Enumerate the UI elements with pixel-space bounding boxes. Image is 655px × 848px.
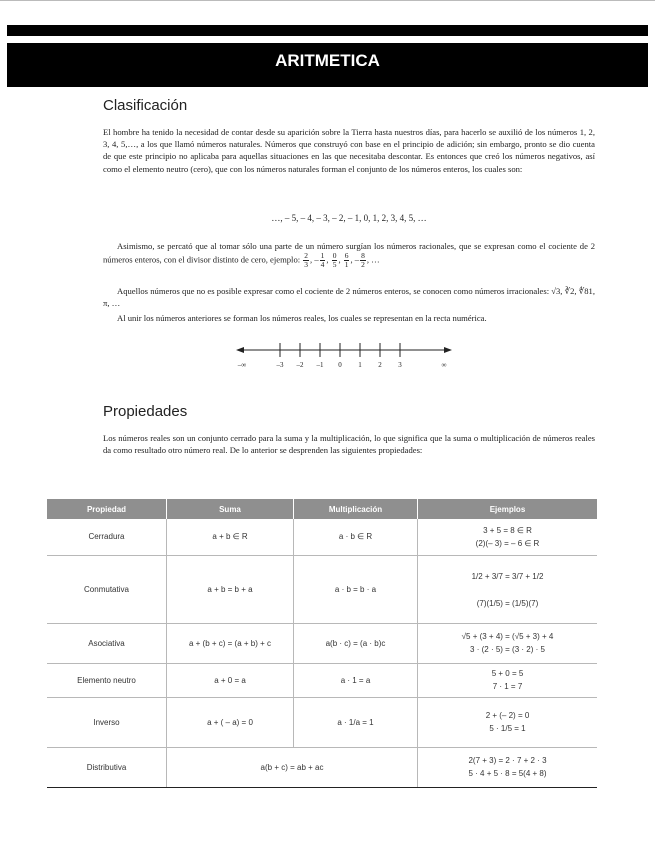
cell-propiedad: Distributiva [47, 747, 167, 787]
fraction-example: $\frac{6}{1}$ [344, 251, 349, 270]
clasificacion-paragraph-4: Al unir los números anteriores se forman los números reales, los cuales se representan en la recta numérica. [117, 313, 487, 323]
fraction-example: $\frac{8}{2}$ [361, 251, 365, 270]
cell-ejemplos: 5 + 0 = 5 7 · 1 = 7 [418, 663, 598, 697]
clasificacion-paragraph-2: Asimismo, se percató que al tomar sólo una parte de un número surgían los números racionales, que se expresan como el cociente de 2 números enteros, con el divisor distinto de cero, ejemplo: $\frac{2}{3}$ , – $\frac{1}{4}$ , $\frac{0}{5}$ , $\frac{6}{1}$ , – $\frac{8}{2}$ , … [103, 241, 595, 270]
header-propiedad: Propiedad [47, 499, 167, 519]
cell-propiedad: Asociativa [47, 623, 167, 663]
number-line-label: –2 [296, 361, 304, 369]
cell-mult: a(b · c) = (a · b)c [294, 623, 418, 663]
cell-suma-mult: a(b + c) = ab + ac [167, 747, 418, 787]
top-black-bar [7, 25, 648, 36]
number-line-label: –1 [316, 361, 324, 369]
cell-propiedad: Elemento neutro [47, 663, 167, 697]
cell-suma: a + b ∈ R [167, 519, 294, 555]
page-title: ARITMETICA [275, 51, 380, 70]
left-arrow-icon [236, 347, 244, 353]
number-line-label: 1 [358, 361, 362, 369]
table-row [47, 623, 597, 663]
cell-mult: a · b = b · a [294, 555, 418, 623]
number-line-label: 2 [378, 361, 382, 369]
table-row [47, 519, 597, 555]
table-header-row [47, 499, 597, 519]
propiedades-intro: Los números reales son un conjunto cerrado para la suma y la multiplicación, lo que significa que la suma o multiplicación de números reales da como resultado otro número real. De lo anterior se desprenden las siguientes propiedades: [103, 433, 595, 456]
clasificacion-paragraph-1: El hombre ha tenido la necesidad de contar desde su aparición sobre la Tierra hasta nuestros días, para hacerlo se auxilió de los números 1, 2, 3, 4, 5,…, a los que llamó números naturales. Números que construyó con base en el principio de adición; sin embargo, pronto se dio cuenta de que este principio no aplicaba para aquellas situaciones en las que necesitaba descontar. Es entonces que creó los números negativos, así como el elemento neutro (cero), que con los números naturales forman el conjunto de los números enteros, los cuales son: [103, 127, 595, 174]
propiedades-heading: Propiedades [103, 403, 188, 420]
header-suma: Suma [167, 499, 294, 519]
table-row [47, 697, 597, 747]
properties-table [47, 499, 597, 788]
cell-suma: a + b = b + a [167, 555, 294, 623]
cell-propiedad: Cerradura [47, 519, 167, 555]
number-line [230, 338, 460, 374]
integers-sequence: …, – 5, – 4, – 3, – 2, – 1, 0, 1, 2, 3, 4, 5, … [271, 213, 427, 223]
title-banner [7, 43, 648, 87]
number-line-label: 3 [398, 361, 402, 369]
cell-mult: a · b ∈ R [294, 519, 418, 555]
fraction-example: $\frac{1}{4}$ [320, 251, 325, 270]
cell-ejemplos: 3 + 5 = 8 ∈ R (2)(– 3) = – 6 ∈ R [418, 519, 598, 555]
cell-propiedad: Conmutativa [47, 555, 167, 623]
table-row [47, 555, 597, 623]
cell-suma: a + 0 = a [167, 663, 294, 697]
header-ejemplos: Ejemplos [418, 499, 598, 519]
number-line-label: 0 [338, 361, 342, 369]
fraction-example: $\frac{2}{3}$ [304, 251, 309, 270]
table-row [47, 663, 597, 697]
top-rule [0, 0, 655, 1]
cell-ejemplos: 2(7 + 3) = 2 · 7 + 2 · 3 5 · 4 + 5 · 8 = 5(4 + 8) [418, 747, 598, 787]
number-line-label: –3 [276, 361, 284, 369]
cell-ejemplos: √5 + (3 + 4) = (√5 + 3) + 4 3 · (2 · 5) = (3 · 2) · 5 [418, 623, 598, 663]
table-row [47, 747, 597, 787]
fraction-example: $\frac{0}{5}$ [332, 251, 337, 270]
cell-suma: a + ( – a) = 0 [167, 697, 294, 747]
clasificacion-heading: Clasificación [103, 97, 188, 114]
rationals-text: Asimismo, se percató que al tomar sólo una parte de un número surgían los números racionales, que se expresan como el cociente de 2 números enteros, con el divisor distinto de cero, ejemplo: [103, 241, 595, 265]
minus-infinity-label: –∞ [237, 361, 247, 369]
cell-ejemplos: 1/2 + 3/7 = 3/7 + 1/2 (7)(1/5) = (1/5)(7) [418, 555, 598, 623]
cell-mult: a · 1 = a [294, 663, 418, 697]
right-arrow-icon [444, 347, 452, 353]
header-multiplicacion: Multiplicación [294, 499, 418, 519]
cell-mult: a · 1/a = 1 [294, 697, 418, 747]
cell-propiedad: Inverso [47, 697, 167, 747]
cell-ejemplos: 2 + (– 2) = 0 5 · 1/5 = 1 [418, 697, 598, 747]
cell-suma: a + (b + c) = (a + b) + c [167, 623, 294, 663]
clasificacion-paragraph-3: Aquellos números que no es posible expresar como el cociente de 2 números enteros, se conocen como números irracionales: √3, ∛2, ∜81, π, … [103, 286, 595, 309]
infinity-label: ∞ [441, 361, 447, 369]
